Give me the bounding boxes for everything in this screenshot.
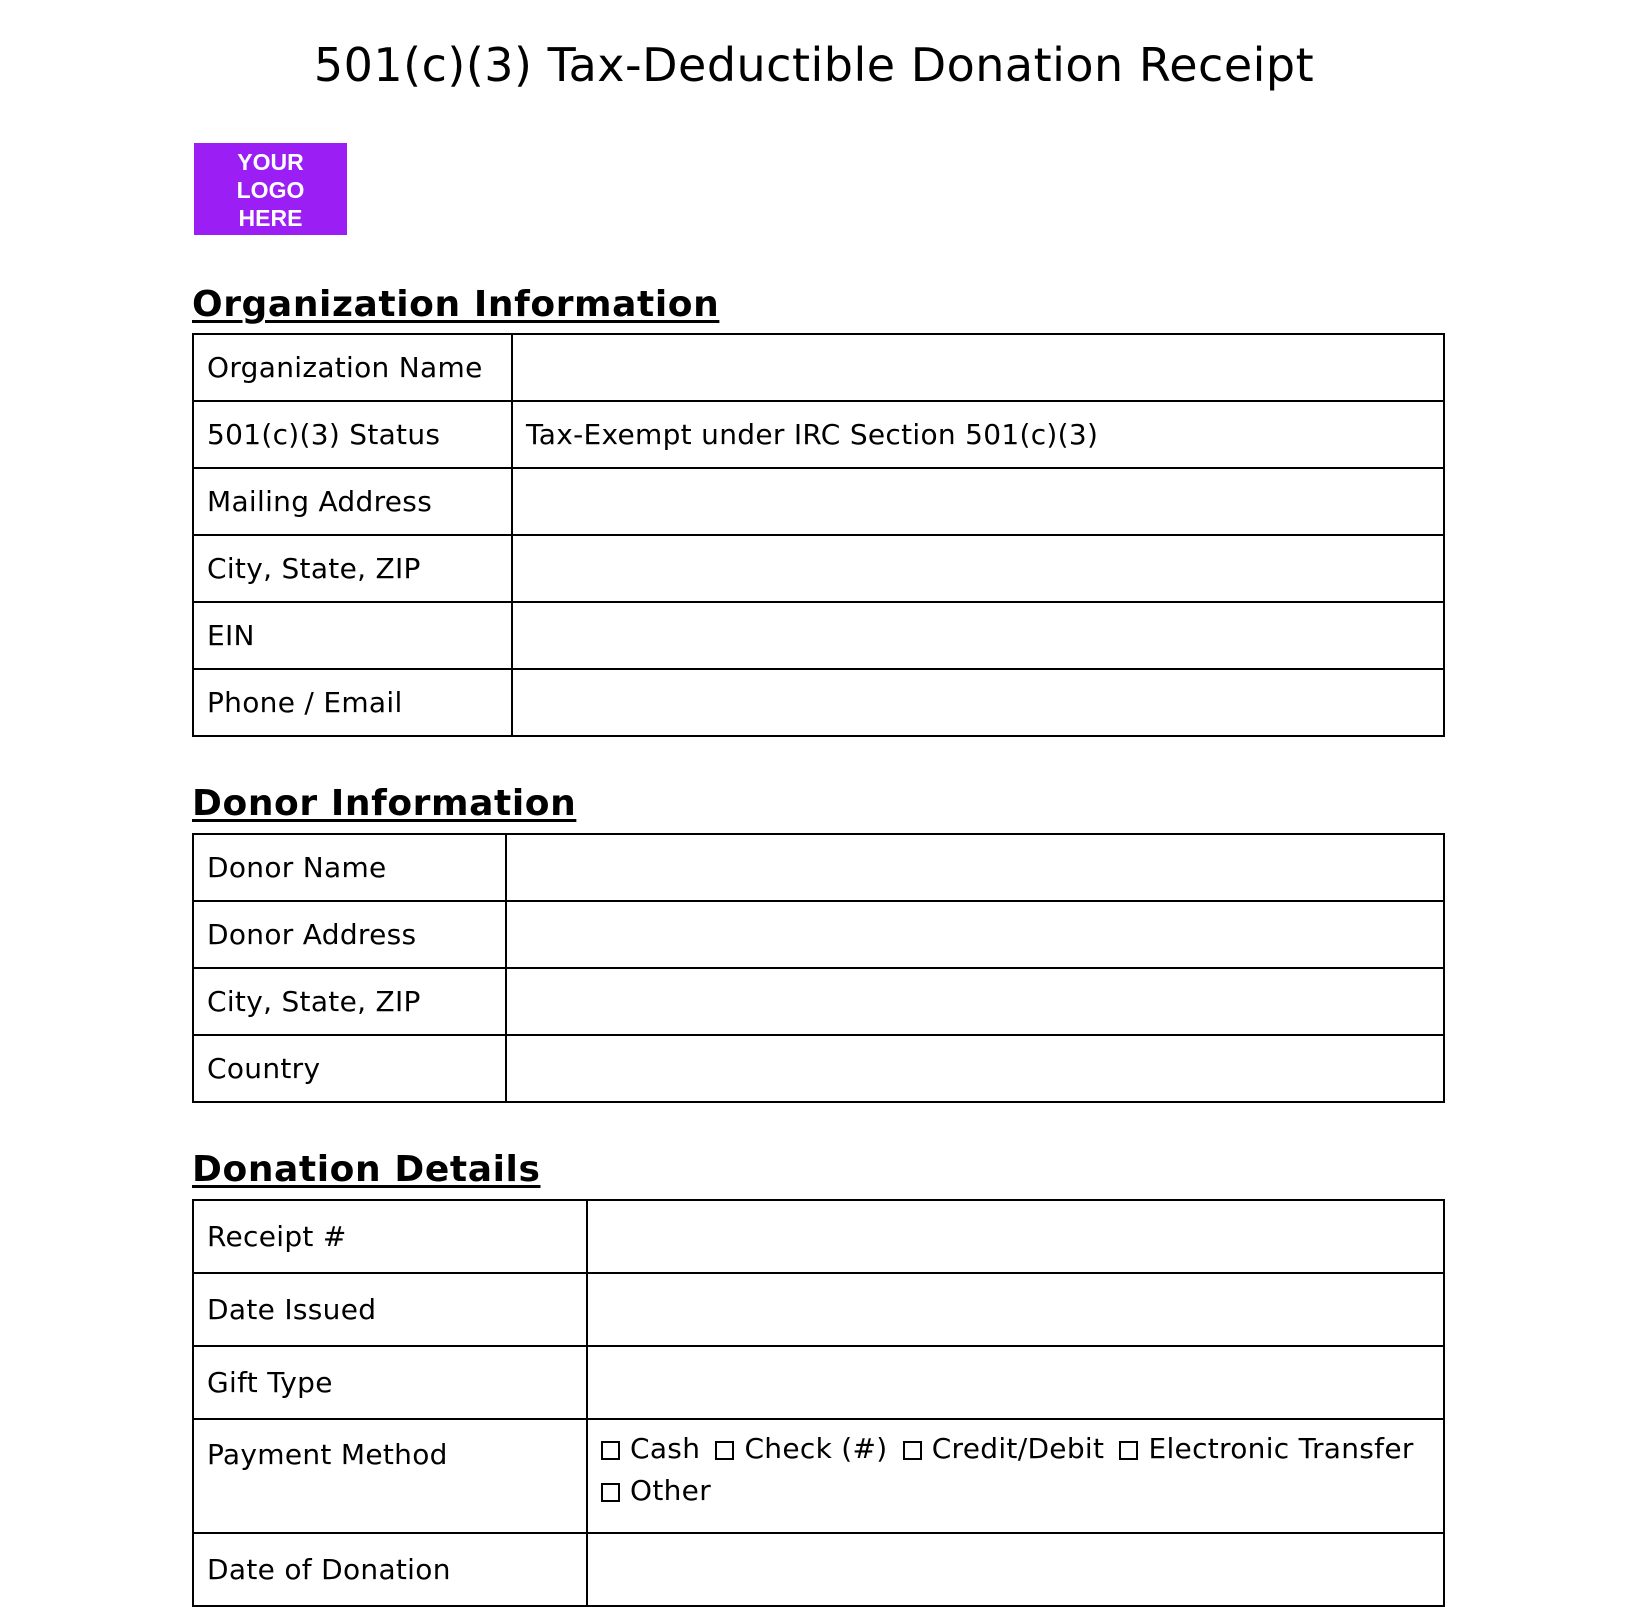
payment-method-label: Payment Method (193, 1419, 587, 1533)
org-address-value[interactable] (512, 468, 1444, 535)
table-row (193, 669, 1444, 736)
table-row (193, 334, 1444, 401)
payment-option-other[interactable] (601, 1474, 711, 1507)
checkbox-icon[interactable] (601, 1441, 620, 1460)
table-row (193, 1533, 1444, 1606)
checkbox-icon[interactable] (601, 1483, 620, 1502)
org-contact-value[interactable] (512, 669, 1444, 736)
donor-heading: Donor Information (192, 783, 577, 824)
table-row (193, 834, 1444, 901)
payment-option-cash[interactable] (601, 1432, 700, 1465)
logo-line-2: LOGO (236, 177, 305, 203)
table-row (193, 968, 1444, 1035)
checkbox-icon[interactable] (1119, 1441, 1138, 1460)
donor-country-value[interactable] (506, 1035, 1444, 1102)
table-row (193, 1419, 1444, 1533)
org-city-label: City, State, ZIP (193, 535, 512, 602)
org-name-value[interactable] (512, 334, 1444, 401)
org-name-label: Organization Name (193, 334, 512, 401)
org-address-label: Mailing Address (193, 468, 512, 535)
payment-option-label: Cash (630, 1432, 701, 1465)
receipt-number-value[interactable] (587, 1200, 1444, 1273)
payment-option-label: Credit/Debit (931, 1432, 1105, 1465)
date-issued-value[interactable] (587, 1273, 1444, 1346)
donor-city-value[interactable] (506, 968, 1444, 1035)
donation-heading: Donation Details (192, 1149, 541, 1190)
donor-name-value[interactable] (506, 834, 1444, 901)
checkbox-icon[interactable] (903, 1441, 922, 1460)
payment-option-electronic-transfer[interactable] (1119, 1432, 1413, 1465)
org-status-value[interactable]: Tax-Exempt under IRC Section 501(c)(3) (512, 401, 1444, 468)
donor-country-label: Country (193, 1035, 506, 1102)
payment-option-check[interactable] (715, 1432, 887, 1465)
payment-option-label: Check (#) (744, 1432, 888, 1465)
table-row (193, 535, 1444, 602)
date-of-donation-label: Date of Donation (193, 1533, 587, 1606)
org-city-value[interactable] (512, 535, 1444, 602)
table-row (193, 1035, 1444, 1102)
table-row (193, 901, 1444, 968)
org-contact-label: Phone / Email (193, 669, 512, 736)
payment-method-options (587, 1419, 1444, 1533)
payment-option-credit-debit[interactable] (903, 1432, 1105, 1465)
table-row (193, 602, 1444, 669)
logo-line-1: YOUR (237, 149, 304, 175)
table-row (193, 1273, 1444, 1346)
org-ein-value[interactable] (512, 602, 1444, 669)
org-status-label: 501(c)(3) Status (193, 401, 512, 468)
table-row (193, 1346, 1444, 1419)
donor-name-label: Donor Name (193, 834, 506, 901)
logo-placeholder (194, 143, 347, 235)
gift-type-label: Gift Type (193, 1346, 587, 1419)
payment-option-label: Electronic Transfer (1148, 1432, 1414, 1465)
organization-table (192, 333, 1445, 737)
logo-line-3: HERE (238, 205, 303, 231)
date-issued-label: Date Issued (193, 1273, 587, 1346)
checkbox-icon[interactable] (715, 1441, 734, 1460)
donor-table (192, 833, 1445, 1103)
table-row (193, 401, 1444, 468)
donation-table (192, 1199, 1445, 1607)
table-row (193, 1200, 1444, 1273)
payment-option-label: Other (630, 1474, 712, 1507)
page-title: 501(c)(3) Tax-Deductible Donation Receipt (313, 38, 1315, 92)
table-row (193, 468, 1444, 535)
donor-address-value[interactable] (506, 901, 1444, 968)
donor-city-label: City, State, ZIP (193, 968, 506, 1035)
organization-heading: Organization Information (192, 284, 720, 325)
date-of-donation-value[interactable] (587, 1533, 1444, 1606)
org-ein-label: EIN (193, 602, 512, 669)
receipt-number-label: Receipt # (193, 1200, 587, 1273)
donor-address-label: Donor Address (193, 901, 506, 968)
gift-type-value[interactable] (587, 1346, 1444, 1419)
